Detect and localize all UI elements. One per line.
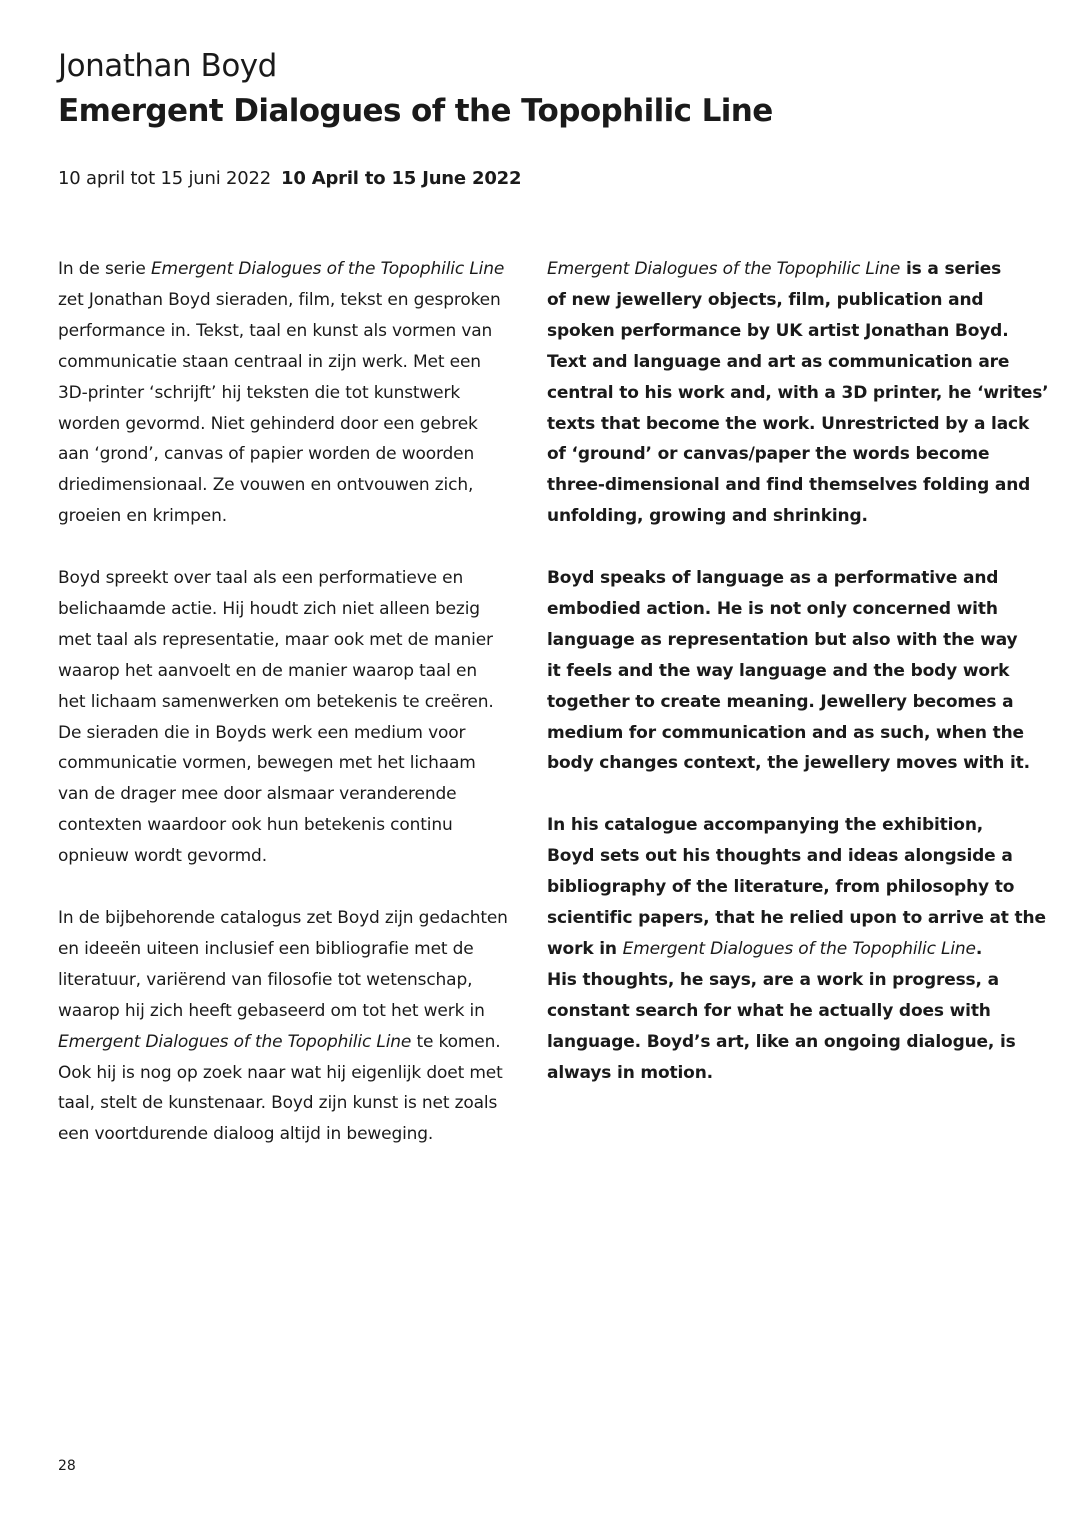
text-line: central to his work and, with a 3D printer, he ‘writes’: [547, 382, 1049, 403]
text-line: constant search for what he actually does with: [547, 1000, 991, 1021]
text-line: In de bijbehorende catalogus zet Boyd zijn gedachten: [58, 908, 508, 928]
text-line: aan ‘grond’, canvas of papier worden de woorden: [58, 444, 475, 465]
text-line: met taal als representatie, maar ook met de manier: [58, 629, 493, 650]
text-line: unfolding, growing and shrinking.: [547, 506, 868, 527]
work-title-italic: Emergent Dialogues of the Topophilic Line: [547, 259, 901, 279]
text-run: .: [975, 938, 983, 959]
text-line: communicatie staan centraal in zijn werk. Met een: [58, 351, 481, 372]
text-line: zet Jonathan Boyd sieraden, film, tekst en gesproken: [58, 289, 501, 310]
text-line: taal, stelt de kunstenaar. Boyd zijn kunst is net zoals: [58, 1093, 498, 1114]
text-line: waarop hij zich heeft gebaseerd om tot het werk in: [58, 1000, 485, 1021]
text-line: [58, 254, 528, 285]
dutch-paragraph-1: [58, 254, 528, 532]
english-paragraph-2: [547, 563, 1030, 779]
text-line: texts that become the work. Unrestricted by a lack: [547, 413, 1030, 434]
text-line: Boyd spreekt over taal als een performatieve en: [58, 568, 464, 589]
dates-english: 10 April to 15 June 2022: [281, 168, 522, 189]
english-column: [547, 254, 1049, 1119]
text-line: scientific papers, that he relied upon to arrive at the: [547, 908, 1046, 928]
text-line: embodied action. He is not only concerned with: [547, 598, 998, 619]
dates-dutch: 10 april tot 15 juni 2022: [58, 168, 272, 189]
text-line: worden gevormd. Niet gehinderd door een gebrek: [58, 413, 478, 434]
text-line: [547, 934, 1019, 965]
text-line: medium for communication and as such, when the: [547, 722, 1024, 743]
english-paragraph-3: [547, 810, 1046, 1088]
text-run: In de serie: [58, 259, 151, 279]
work-title-italic: Emergent Dialogues of the Topophilic Line: [150, 259, 505, 279]
text-run: is a series: [900, 259, 1002, 279]
text-line: together to create meaning. Jewellery becomes a: [547, 691, 1014, 712]
text-line: [547, 254, 1019, 285]
exhibition-dates: [58, 165, 521, 193]
text-line: het lichaam samenwerken om betekenis te creëren.: [58, 691, 494, 712]
text-line: language as representation but also with the way: [547, 629, 1018, 650]
text-run: te komen.: [411, 1031, 501, 1052]
dutch-paragraph-3: [58, 903, 528, 1150]
work-title-italic: Emergent Dialogues of the Topophilic Line: [58, 1031, 412, 1052]
text-line: van de drager mee door alsmaar veranderende: [58, 784, 457, 805]
text-line: Ook hij is nog op zoek naar wat hij eigenlijk doet met: [58, 1062, 503, 1083]
text-line: Text and language and art as communication are: [547, 351, 1010, 372]
text-line: belichaamde actie. Hij houdt zich niet alleen bezig: [58, 598, 480, 619]
text-line: bibliography of the literature, from philosophy to: [547, 877, 1015, 898]
dutch-paragraph-2: [58, 563, 528, 872]
text-line: De sieraden die in Boyds werk een medium voor: [58, 722, 466, 743]
english-paragraph-1: [547, 254, 1049, 532]
dutch-column: [58, 254, 528, 1181]
text-line: spoken performance by UK artist Jonathan Boyd.: [547, 320, 1009, 341]
text-line: language. Boyd’s art, like an ongoing dialogue, is: [547, 1031, 1016, 1052]
text-line: body changes context, the jewellery moves with it.: [547, 753, 1030, 774]
text-line: en ideeën uiteen inclusief een bibliografie met de: [58, 938, 474, 959]
text-line: His thoughts, he says, are a work in progress, a: [547, 969, 999, 990]
text-line: een voortdurende dialoog altijd in beweging.: [58, 1124, 434, 1145]
text-line: In his catalogue accompanying the exhibition,: [547, 815, 984, 836]
text-line: of new jewellery objects, film, publication and: [547, 289, 984, 310]
text-line: it feels and the way language and the body work: [547, 660, 1010, 681]
exhibition-title: Emergent Dialogues of the Topophilic Line: [58, 93, 773, 129]
text-line: of ‘ground’ or canvas/paper the words become: [547, 444, 990, 465]
text-line: groeien en krimpen.: [58, 506, 227, 527]
text-line: three-dimensional and find themselves folding and: [547, 475, 1031, 496]
text-line: driedimensionaal. Ze vouwen en ontvouwen zich,: [58, 475, 474, 496]
text-line: performance in. Tekst, taal en kunst als vormen van: [58, 320, 493, 341]
text-line: always in motion.: [547, 1062, 713, 1083]
text-line: Boyd speaks of language as a performative and: [547, 568, 999, 589]
work-title-italic: Emergent Dialogues of the Topophilic Line: [622, 938, 976, 959]
text-line: [58, 1027, 528, 1058]
text-line: 3D-printer ‘schrijft’ hij teksten die tot kunstwerk: [58, 382, 461, 403]
text-line: contexten waardoor ook hun betekenis continu: [58, 815, 453, 836]
artist-name: Jonathan Boyd: [58, 48, 277, 84]
text-line: literatuur, variërend van filosofie tot wetenschap,: [58, 969, 473, 990]
text-run: work in: [547, 938, 623, 959]
text-line: Boyd sets out his thoughts and ideas alongside a: [547, 846, 1013, 867]
text-line: waarop het aanvoelt en de manier waarop taal en: [58, 660, 477, 681]
text-line: opnieuw wordt gevormd.: [58, 846, 267, 867]
text-line: communicatie vormen, bewegen met het lichaam: [58, 753, 476, 774]
page-number: 28: [58, 1458, 76, 1474]
